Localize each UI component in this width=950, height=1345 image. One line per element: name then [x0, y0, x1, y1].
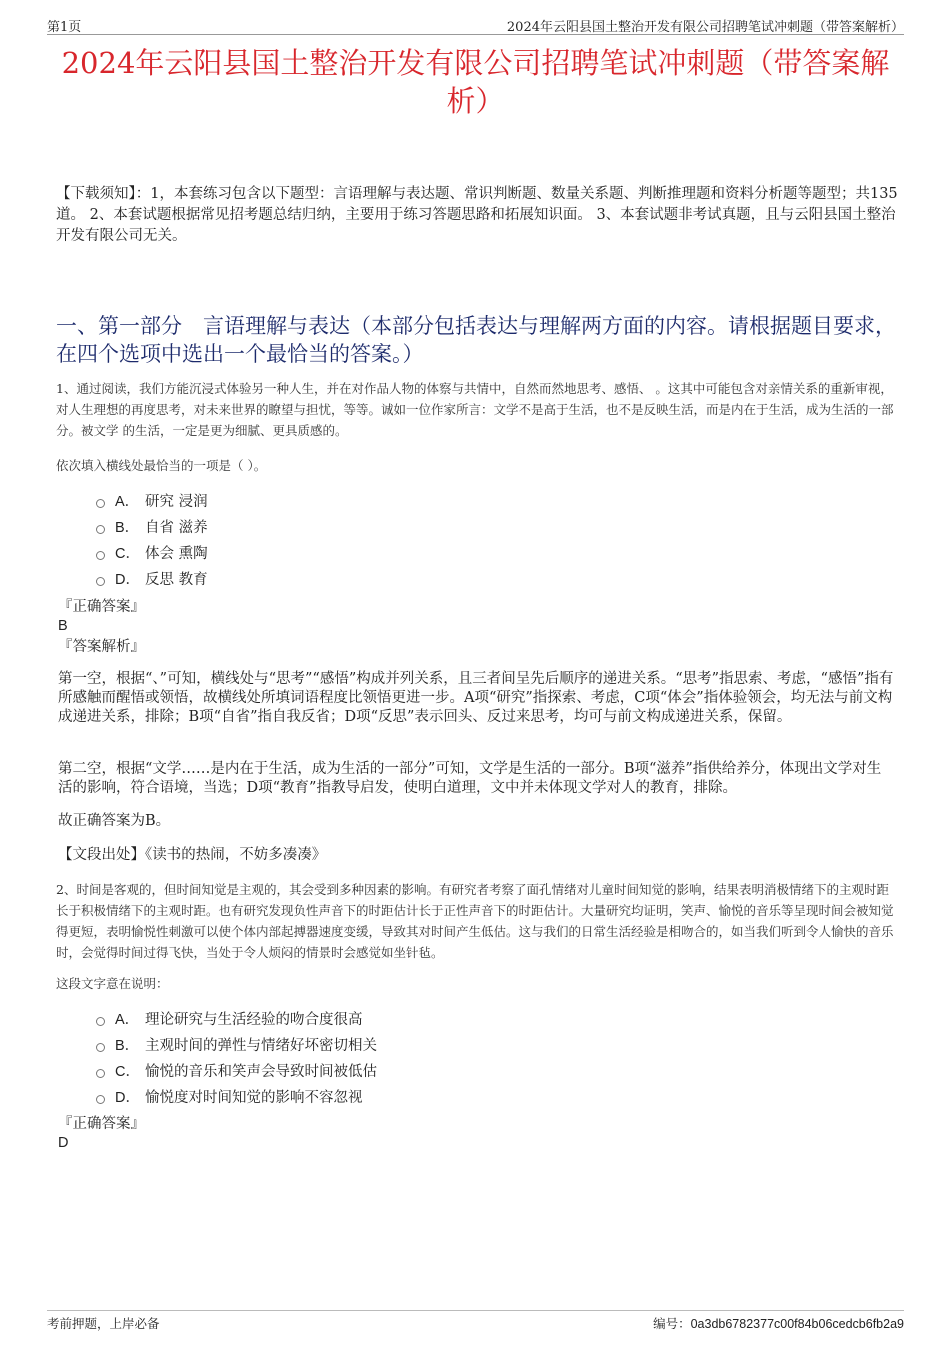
radio-icon[interactable]: [96, 1017, 105, 1026]
question-2-answer-label: 『正确答案』: [58, 1116, 145, 1132]
option-c[interactable]: C． 愉悦的音乐和笑声会导致时间被低估: [96, 1057, 377, 1083]
document-title: 2024年云阳县国土整治开发有限公司招聘笔试冲刺题（带答案解析）: [61, 46, 890, 118]
question-1-text: 1、通过阅读，我们方能沉浸式体验另一种人生，并在对作品人物的体察与共情中，自然而然地思考、感悟、 。这其中可能包含对亲情关系的重新审视，对人生理想的再度思考，对未来世界的瞭望与担忧，等等。诚如一位作家所言：文学不是高于生活，也不是反映生活，而是内在于生活，成为生活的一部分。被文学 的生活，一定是更为细腻、更具质感的。: [56, 381, 894, 438]
option-d[interactable]: D． 反思 教育: [96, 565, 208, 591]
question-1-answer: B: [58, 618, 68, 634]
question-1-source: 【文段出处】《读书的热闹，不妨多凑凑》: [58, 847, 327, 863]
header-divider: [47, 34, 904, 35]
option-c[interactable]: C． 体会 熏陶: [96, 539, 208, 565]
analysis-paragraph-2: 第二空，根据“文学……是内在于生活，成为生活的一部分”可知，文学是生活的一部分。B项“滋养”指供给养分，体现出文学对生活的影响，符合语境，当选；D项“教育”指教导启发，使明白道理，文中并未体现文学对人的教育，排除。: [58, 761, 882, 796]
question-2-options: [96, 1005, 377, 1109]
analysis-paragraph-1: 第一空，根据“、”可知，横线处与“思考”“感悟”构成并列关系，且三者间呈先后顺序的递进关系。“思考”指思索、考虑，“感悟”指有所感触而醒悟或领悟，故横线处所填词语程度比领悟更进一步。A项“研究”指探索、考虑，C项“体会”指体验领会，均无法与前文构成递进关系，排除；B项“自省”指自我反省；D项“反思”表示回头、反过来思考，均可与前文构成递进关系，保留。: [58, 671, 894, 725]
radio-icon[interactable]: [96, 1095, 105, 1104]
option-a[interactable]: A． 研究 浸润: [96, 487, 208, 513]
footer-divider: [47, 1310, 904, 1311]
radio-icon[interactable]: [96, 577, 105, 586]
radio-icon[interactable]: [96, 499, 105, 508]
radio-icon[interactable]: [96, 1069, 105, 1078]
question-2-text: 2、时间是客观的，但时间知觉是主观的，其会受到多种因素的影响。有研究者考察了面孔情绪对儿童时间知觉的影响，结果表明消极情绪下的主观时距长于积极情绪下的主观时距。也有研究发现负性声音下的时距估计长于正性声音下的时距估计。大量研究均证明，笑声、愉悦的音乐等呈现时间会被知觉得更短，表明愉悦性刺激可以使个体内部起搏器速度变缓，导致其对时间产生低估。这与我们的日常生活经验是相吻合的，如当我们听到令人愉快的音乐时，会觉得时间过得飞快，当处于令人烦闷的情景时会感觉如坐针毡。: [56, 882, 894, 960]
section-heading: 一、第一部分 言语理解与表达（本部分包括表达与理解两方面的内容。请根据题目要求，在四个选项中选出一个最恰当的答案。）: [56, 314, 896, 366]
question-1-analysis-label: 『答案解析』: [58, 639, 145, 655]
option-b[interactable]: B． 主观时间的弹性与情绪好坏密切相关: [96, 1031, 377, 1057]
running-header-title: 2024年云阳县国土整治开发有限公司招聘笔试冲刺题（带答案解析）: [506, 20, 904, 35]
analysis-conclusion: 故正确答案为B。: [58, 813, 171, 829]
radio-icon[interactable]: [96, 1043, 105, 1052]
option-b[interactable]: B． 自省 滋养: [96, 513, 208, 539]
question-1-options: [96, 487, 208, 591]
question-1-answer-label: 『正确答案』: [58, 599, 145, 615]
option-d[interactable]: D． 愉悦度对时间知觉的影响不容忽视: [96, 1083, 377, 1109]
footer-slogan: 考前押题，上岸必备: [47, 1316, 160, 1331]
radio-icon[interactable]: [96, 551, 105, 560]
download-notice: 【下载须知】：1，本套练习包含以下题型：言语理解与表达题、常识判断题、数量关系题、判断推理题和资料分析题等题型；共135道。 2、本套试题根据常见招考题总结归纳，主要用于练习答题思路和拓展知识面。 3、本套试题非考试真题，且与云阳县国土整治开发有限公司无关。: [56, 186, 898, 244]
page-number: 第1页: [47, 20, 82, 35]
radio-icon[interactable]: [96, 525, 105, 534]
question-2-prompt: 这段文字意在说明：: [56, 976, 169, 991]
question-2-answer: D: [58, 1135, 69, 1151]
footer-code: 编号：0a3db6782377c00f84b06cedcb6fb2a9: [653, 1316, 904, 1331]
question-1-prompt: 依次填入横线处最恰当的一项是（ ）。: [56, 458, 267, 473]
option-a[interactable]: A． 理论研究与生活经验的吻合度很高: [96, 1005, 377, 1031]
